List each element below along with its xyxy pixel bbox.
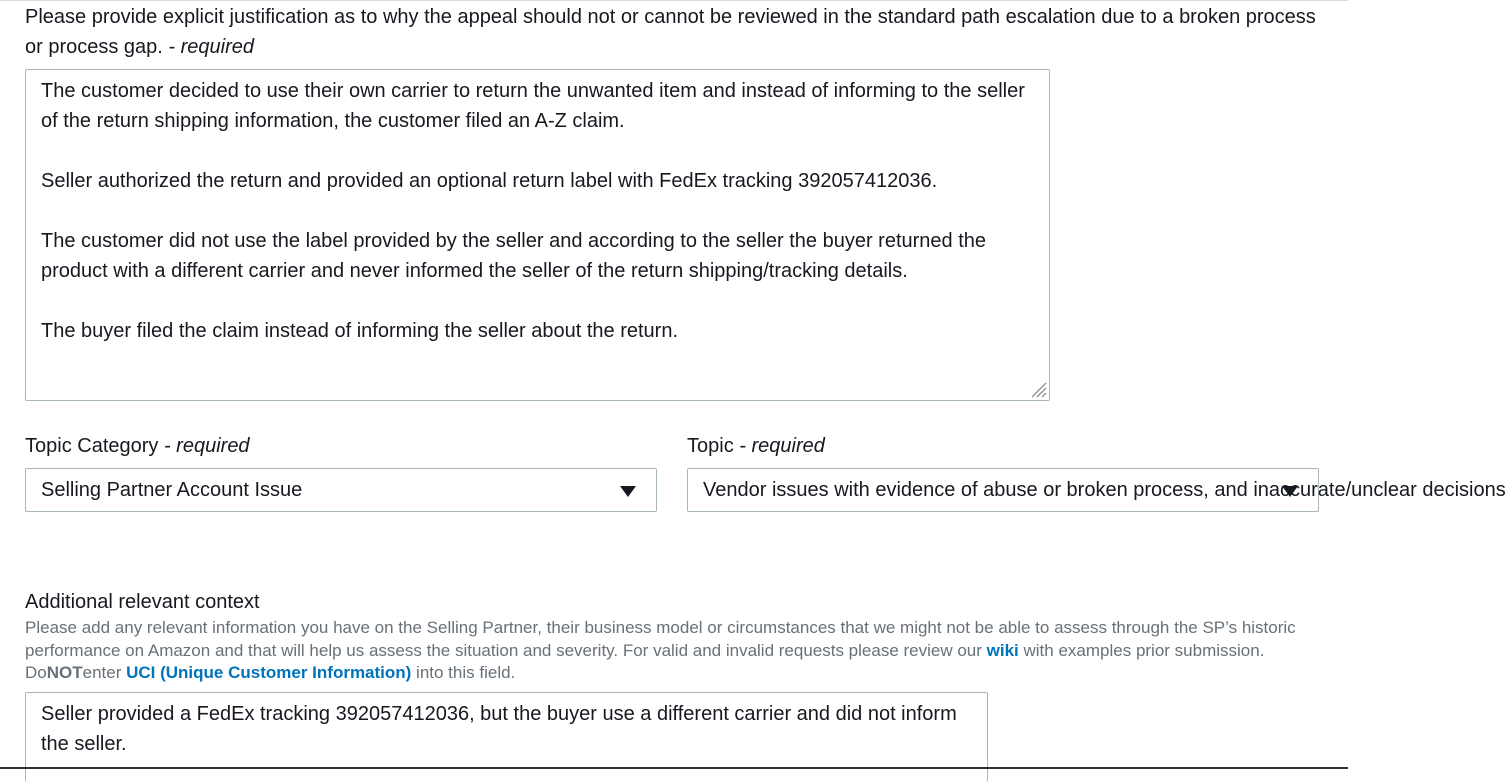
top-divider bbox=[0, 0, 1348, 1]
topic-selected-value: Vendor issues with evidence of abuse or broken process, and inaccurate/unclear decisions bbox=[703, 479, 1506, 501]
required-marker: - required bbox=[162, 36, 255, 58]
help-text-part: into this field. bbox=[411, 663, 516, 682]
topic-label bbox=[687, 431, 825, 461]
required-marker: - required bbox=[733, 435, 825, 457]
required-marker: - required bbox=[158, 435, 250, 457]
bottom-divider bbox=[0, 767, 1348, 769]
topic-category-select[interactable] bbox=[25, 468, 657, 512]
justification-label bbox=[25, 2, 1325, 62]
help-text-part: with examples prior submission. Do bbox=[25, 640, 1265, 682]
help-text-part: enter bbox=[82, 663, 127, 682]
wiki-link[interactable]: wiki bbox=[986, 640, 1019, 660]
resize-handle-icon[interactable] bbox=[1029, 380, 1047, 398]
additional-context-help-text bbox=[25, 617, 1325, 685]
not-emphasis: NOT bbox=[46, 663, 83, 682]
topic-label-text: Topic bbox=[687, 435, 734, 457]
topic-category-selected-value: Selling Partner Account Issue bbox=[41, 479, 303, 501]
topic-category-label bbox=[25, 431, 250, 461]
topic-category-label-text: Topic Category bbox=[25, 435, 159, 457]
additional-context-text: Seller provided a FedEx tracking 392057412036, but the buyer use a different carrier and did not inform the seller. bbox=[41, 703, 963, 755]
justification-text: The customer decided to use their own carrier to return the unwanted item and instead of informing to the seller of the return shipping information, the customer filed an A-Z claim. Seller authorized the return and provided an optional return label with FedEx tracking 392057412036. The customer did not use the label provided by the seller and according to the seller the buyer returned the product with a different carrier and never informed the seller of the return shipping/tracking details. The buyer filed the claim instead of informing the seller about the return. bbox=[41, 80, 1025, 342]
justification-textarea[interactable] bbox=[25, 69, 1050, 401]
caret-down-icon[interactable] bbox=[1282, 486, 1298, 497]
caret-down-icon[interactable] bbox=[620, 486, 636, 497]
help-text-part: Please add any relevant information you have on the Selling Partner, their business model or circumstances that we might not be able to assess through the SP’s historic performance on Amazon and that will help us assess the situation and severity. For valid and invalid requests please review our bbox=[25, 618, 1296, 660]
uci-link[interactable]: UCI (Unique Customer Information) bbox=[126, 663, 412, 682]
justification-label-text: Please provide explicit justification as to why the appeal should not or cannot be reviewed in the standard path escalation due to a broken process or process gap. bbox=[25, 6, 1316, 58]
topic-select[interactable] bbox=[687, 468, 1506, 512]
additional-context-label: Additional relevant context bbox=[25, 591, 260, 613]
